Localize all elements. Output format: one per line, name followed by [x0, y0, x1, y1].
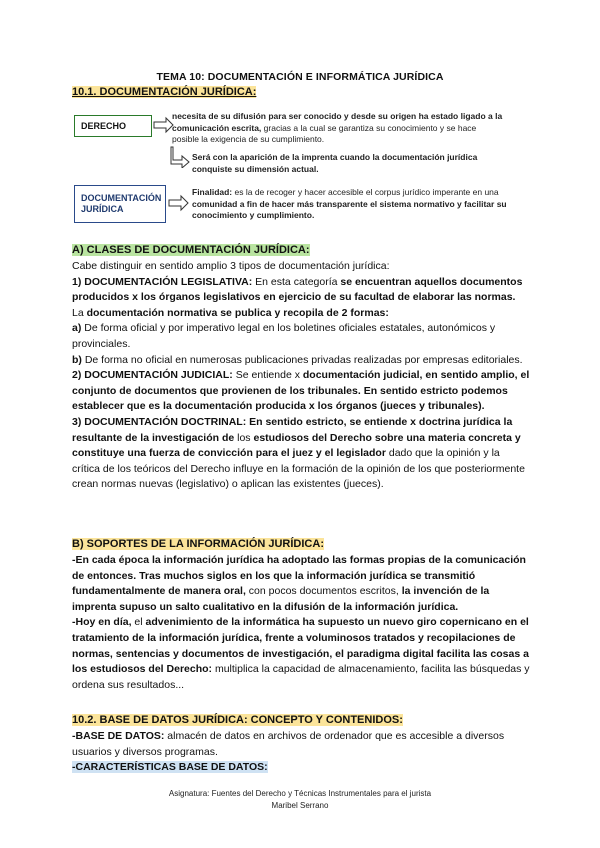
section-a-body [72, 259, 530, 493]
arrow-turn-icon [170, 146, 192, 168]
section-10-2-body [72, 729, 530, 776]
arrow-right-icon [168, 194, 190, 212]
paragraph: -CARACTERÍSTICAS BASE DE DATOS: [72, 761, 268, 774]
paragraph: -En cada época la información jurídica ha adoptado las formas propias de la comunicación de entonces. Tras muchos siglos en los que la información jurídica se transmitió fundamentalmente de manera oral, con pocos documentos escritos, la invención de la imprenta supuso un salto cualitativo en la difusión de la información jurídica. [72, 554, 526, 613]
section-b-body [72, 553, 530, 693]
diagram-documentacion-box: DOCUMENTACIÓN JURÍDICA [74, 185, 166, 223]
paragraph: -Hoy en día, el advenimiento de la informática ha supuesto un nuevo giro copernicano en el tratamiento de la información jurídica, frente a voluminosos tratados y recopilaciones de normas, sentencias y documentos de investigación, el paradigma digital facilita las cosas a los estudiosos del Derecho: multiplica la capacidad de almacenamiento, facilita las búsquedas y ordena sus resultados... [72, 616, 530, 691]
section-heading-10-2: 10.2. BASE DE DATOS JURÍDICA: CONCEPTO Y CONTENIDOS: [72, 714, 403, 726]
paragraph: b) De forma no oficial en numerosas publicaciones privadas realizadas por empresas editoriales. [72, 353, 523, 366]
diagram-documentacion-text: Finalidad: es la de recoger y hacer accesible el corpus jurídico imperante en una comunidad a fin de hacer más transparente el sistema normativo y facilitar su conocimiento y cumplimiento. [192, 187, 507, 220]
page-footer: Asignatura: Fuentes del Derecho y Técnicas Instrumentales para el jurista Maribel Serrano [168, 789, 432, 810]
paragraph: La documentación normativa se publica y recopila de 2 formas: [72, 306, 389, 319]
paragraph: Cabe distinguir en sentido amplio 3 tipos de documentación jurídica: [72, 260, 390, 272]
section-heading-a: A) CLASES DE DOCUMENTACIÓN JURÍDICA: [72, 244, 310, 256]
paragraph: -BASE DE DATOS: almacén de datos en archivos de ordenador que es accesible a diversos usuarios y diversos programas. [72, 730, 505, 758]
section-heading-b: B) SOPORTES DE LA INFORMACIÓN JURÍDICA: [72, 538, 324, 550]
page-title: TEMA 10: DOCUMENTACIÓN E INFORMÁTICA JURÍDICA [156, 71, 444, 83]
diagram-derecho-box: DERECHO [74, 115, 152, 137]
diagram-derecho-text: necesita de su difusión para ser conocido y desde su origen ha estado ligado a la comunicación escrita, gracias a la cual se garantiza su conocimiento y se hace posible la exigencia de su cumplimiento. [172, 111, 503, 144]
paragraph: 2) DOCUMENTACIÓN JUDICIAL: Se entiende x documentación judicial, en sentido amplio, el conjunto de documentos que provienen de los tribunales. En sentido estricto podemos establecer que es la documentación producida x los órganos (jueces y tribunales). [72, 369, 530, 413]
paragraph: 1) DOCUMENTACIÓN LEGISLATIVA: En esta categoría se encuentran aquellos documentos producidos x los órganos legislativos en ejercicio de su facultad de elaborar las normas. [72, 275, 523, 304]
diagram-imprenta-text: Será con la aparición de la imprenta cuando la documentación jurídica conquiste su dimensión actual. [192, 152, 478, 174]
section-heading-10-1: 10.1. DOCUMENTACIÓN JURÍDICA: [72, 86, 257, 98]
paragraph: a) De forma oficial y por imperativo legal en los boletines oficiales estatales, autonómicos y provinciales. [72, 322, 496, 350]
paragraph: 3) DOCUMENTACIÓN DOCTRINAL: En sentido estricto, se entiende x doctrina jurídica la resultante de la investigación de los estudiosos del Derecho sobre una materia concreta y constituye una fuerza de convicción para el juez y el legislador dado que la opinión y la crítica de los teóricos del Derecho influye en la formación de la opinión de los que posteriormente crean normas nuevas (legislativo) o aplican las existentes (jueces). [72, 415, 525, 491]
